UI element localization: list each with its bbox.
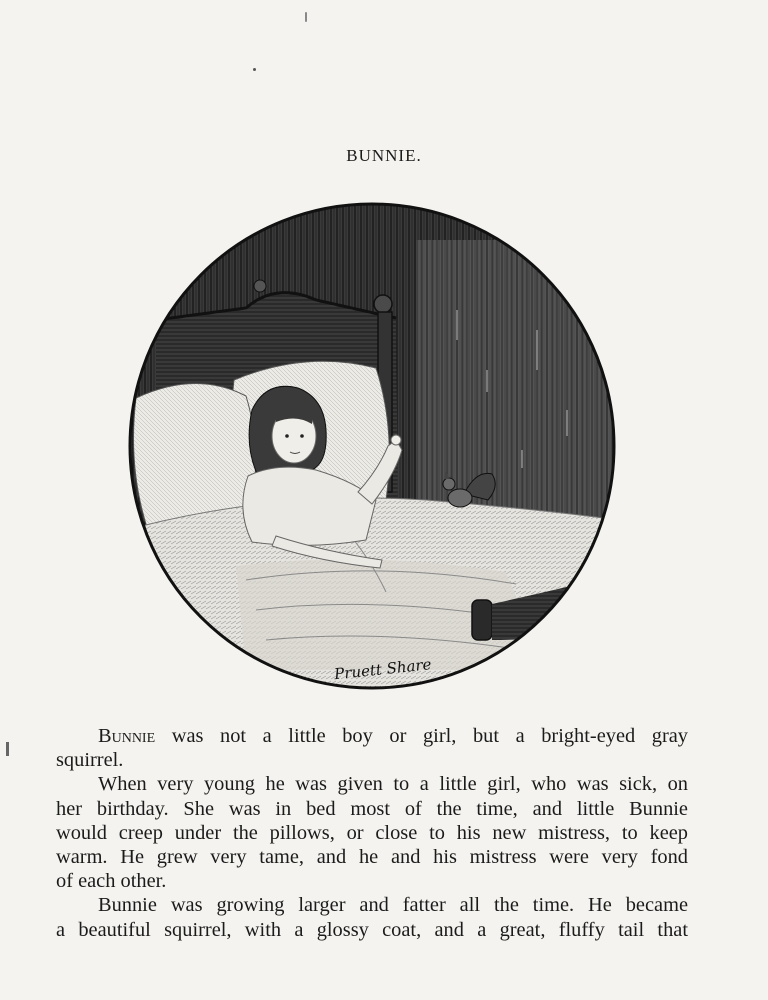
print-speck [253, 68, 256, 71]
engraving-girl-in-bed-with-squirrel [126, 200, 618, 692]
text-line [98, 724, 688, 748]
text-run: was not a little boy or girl, but a bright-eyed gray [155, 725, 688, 747]
text-line: would creep under the pillows, or close to his new mistress, to keep [56, 821, 688, 844]
story-text [56, 724, 688, 942]
text-line: When very young he was given to a little girl, who was sick, on [98, 773, 688, 796]
chapter-title: BUNNIE. [346, 146, 422, 165]
text-line: her birthday. She was in bed most of the time, and little Bunnie [56, 797, 688, 820]
artist-signature: Pruett Share [333, 655, 433, 684]
text-line: squirrel. [56, 749, 124, 772]
text-line: a beautiful squirrel, with a glossy coat, and a great, fluffy tail that [56, 918, 688, 941]
text-line: of each other. [56, 870, 167, 893]
lead-word: Bunnie [98, 725, 156, 747]
text-line: warm. He grew very tame, and he and his mistress were very fond [56, 846, 688, 869]
margin-mark [6, 742, 9, 756]
text-line: Bunnie was growing larger and fatter all the time. He became [98, 894, 688, 917]
print-speck [305, 12, 307, 22]
